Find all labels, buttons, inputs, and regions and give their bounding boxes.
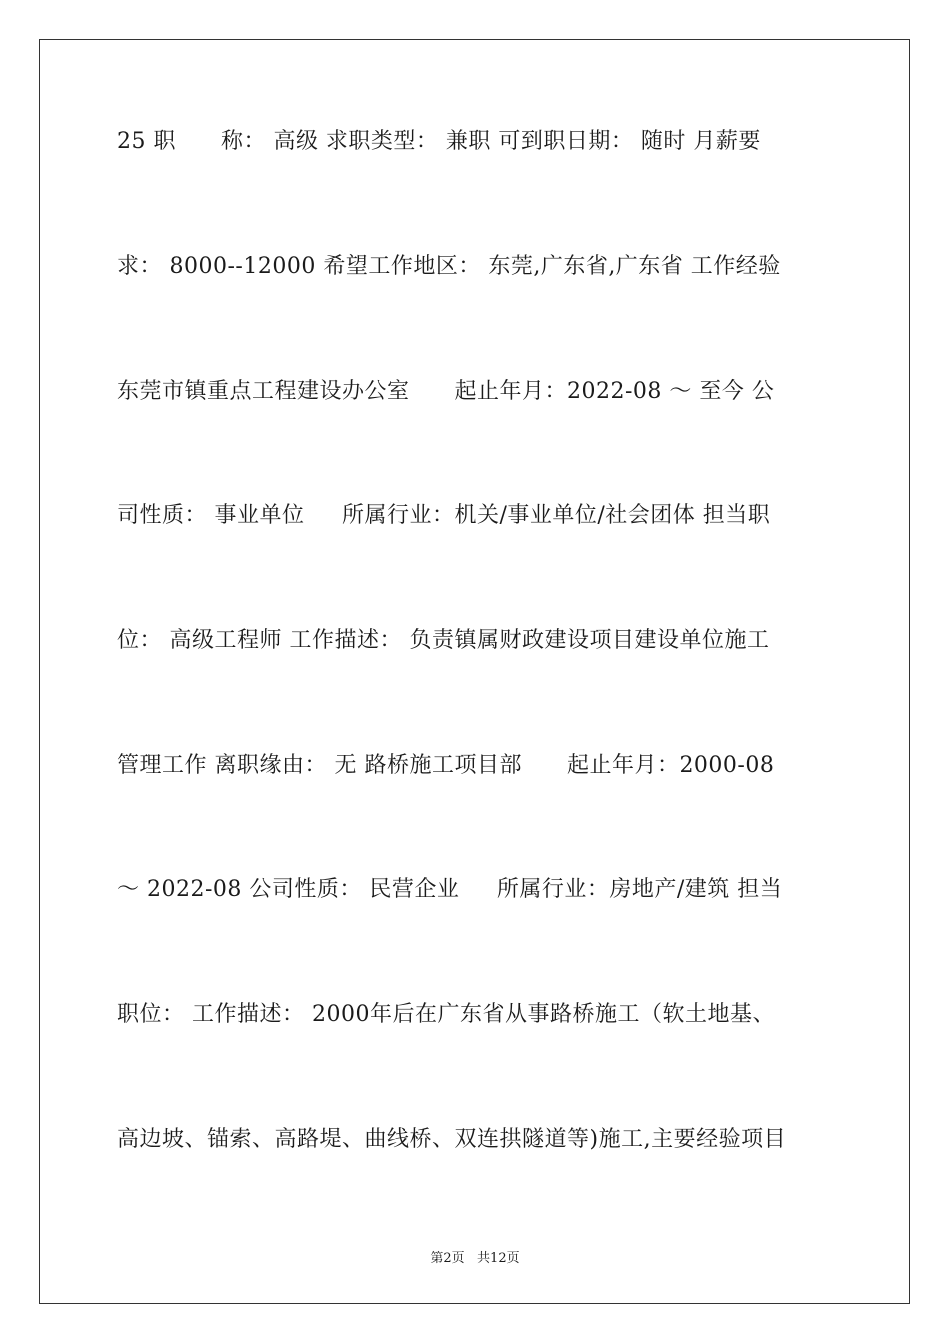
text-line-7: ～ 2022-08 公司性质： 民营企业 所属行业：房地产/建筑 担当 <box>117 877 783 902</box>
page-border <box>39 39 910 1304</box>
text-line-9: 高边坡、锚索、高路堤、曲线桥、双连拱隧道等)施工,主要经验项目 <box>117 1127 787 1152</box>
text-line-2: 求： 8000--12000 希望工作地区： 东莞,广东省,广东省 工作经验 <box>117 254 781 279</box>
text-line-3: 东莞市镇重点工程建设办公室 起止年月：2022-08 ～ 至今 公 <box>117 379 775 404</box>
page-number-footer: 第2页 共12页 <box>430 1251 520 1266</box>
text-line-8: 职位： 工作描述： 2000年后在广东省从事路桥施工（软土地基、 <box>117 1002 775 1027</box>
text-line-5: 位： 高级工程师 工作描述： 负责镇属财政建设项目建设单位施工 <box>117 628 770 653</box>
text-line-4: 司性质： 事业单位 所属行业：机关/事业单位/社会团体 担当职 <box>117 503 771 528</box>
text-line-1: 25 职 称： 高级 求职类型： 兼职 可到职日期： 随时 月薪要 <box>117 129 761 154</box>
text-line-6: 管理工作 离职缘由： 无 路桥施工项目部 起止年月：2000-08 <box>117 753 775 778</box>
